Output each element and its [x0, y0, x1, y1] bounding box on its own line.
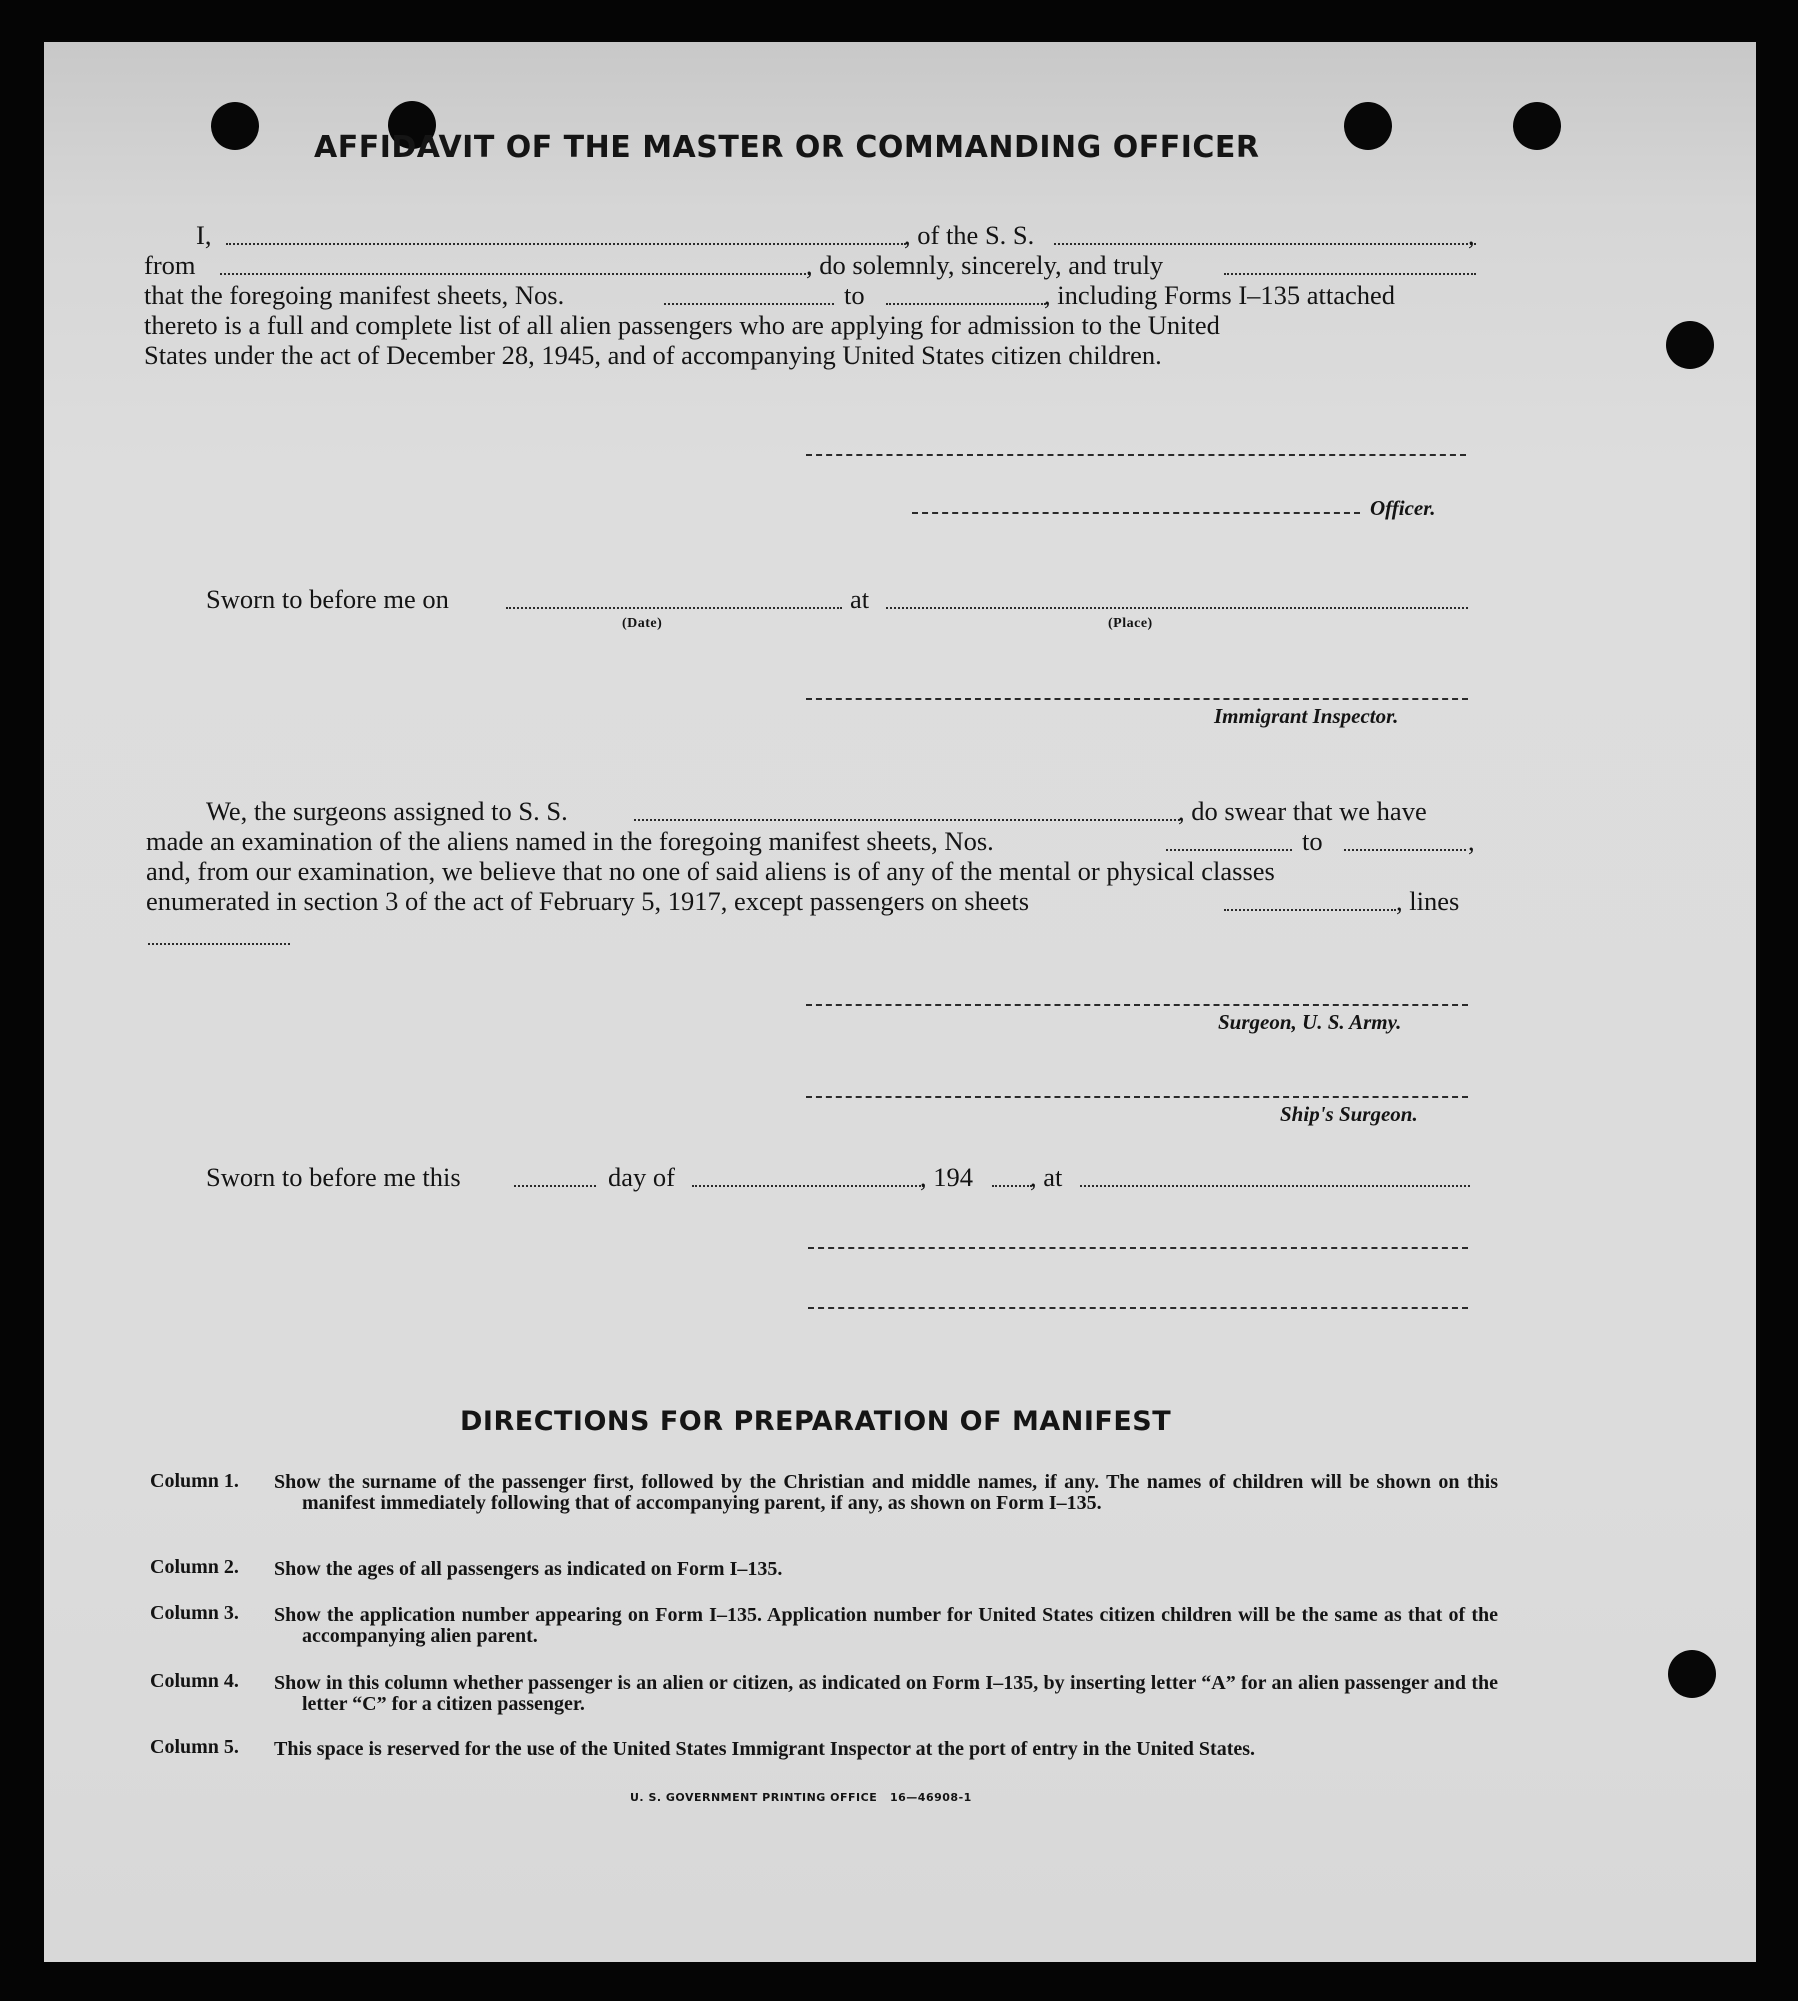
- from-port-field[interactable]: [220, 273, 810, 275]
- direction-label: Column 2.: [150, 1556, 239, 1578]
- master-line5: States under the act of December 28, 1945, and of accompanying United States citizen children.: [144, 340, 1162, 370]
- direction-label: Column 5.: [150, 1736, 239, 1758]
- sworn2-text-b: day of: [608, 1162, 675, 1192]
- direction-label: Column 3.: [150, 1602, 239, 1624]
- surgeons-line4-b: , lines: [1396, 886, 1460, 916]
- sheets-to-field[interactable]: [886, 303, 1046, 305]
- sworn1-text-b: at: [850, 584, 870, 614]
- sworn-month-field[interactable]: [692, 1185, 924, 1187]
- declare-field[interactable]: [1224, 273, 1476, 275]
- officer-signature-line[interactable]: [912, 512, 1360, 514]
- signature-line[interactable]: [806, 454, 1466, 456]
- sworn2-text-a: Sworn to before me this: [206, 1162, 461, 1192]
- master-line2-b: , do solemnly, sincerely, and truly: [806, 250, 1164, 280]
- surgeons-ship-field[interactable]: [634, 819, 1180, 821]
- direction-label: Column 4.: [150, 1670, 239, 1692]
- direction-text: Show in this column whether passenger is an alien or citizen, as indicated on Form I–135, by inserting letter “A” for an alien passenger and the letter “C” for a citizen passenger.: [274, 1672, 1498, 1715]
- master-line1-b: , of the S. S.: [904, 220, 1035, 250]
- surgeons-line1-b: , do swear that we have: [1178, 796, 1427, 826]
- direction-text: Show the application number appearing on Form I–135. Application number for United States citizen children will be the same as that of the accompanying alien parent.: [274, 1604, 1498, 1647]
- sworn-date-field[interactable]: [506, 607, 842, 609]
- sworn1-text-a: Sworn to before me on: [206, 584, 449, 614]
- form-code: 16—46908-1: [890, 1791, 972, 1804]
- surgeons-line3: and, from our examination, we believe that no one of said aliens is of any of the mental or physical classes: [146, 856, 1275, 886]
- army-surgeon-label: Surgeon, U. S. Army.: [1218, 1010, 1402, 1034]
- master-line4: thereto is a full and complete list of all alien passengers who are applying for admission to the United: [144, 310, 1220, 340]
- sworn2-text-d: , at: [1030, 1162, 1063, 1192]
- surgeons-line2-c: ,: [1468, 826, 1475, 856]
- direction-text: Show the ages of all passengers as indicated on Form I–135.: [274, 1558, 783, 1580]
- directions-title: DIRECTIONS FOR PREPARATION OF MANIFEST: [460, 1406, 1172, 1437]
- surgeons-sheets-to-field[interactable]: [1344, 849, 1466, 851]
- army-surgeon-signature-line[interactable]: [806, 1004, 1468, 1006]
- form-sheet: [44, 42, 1756, 1962]
- punch-hole: [1344, 102, 1392, 150]
- surgeons-sheets-from-field[interactable]: [1166, 849, 1292, 851]
- master-name-field[interactable]: [226, 243, 906, 245]
- except-sheets-field[interactable]: [1224, 909, 1396, 911]
- inspector-label: Immigrant Inspector.: [1214, 704, 1399, 728]
- sheets-from-field[interactable]: [664, 303, 834, 305]
- direction-text: Show the surname of the passenger first, followed by the Christian and middle names, if any. The names of children will be shown on this manifest immediately following that of accompanying parent, if any, as shown on Form I–135.: [274, 1471, 1498, 1514]
- master-line3-a: that the foregoing manifest sheets, Nos.: [144, 280, 565, 310]
- page-title: AFFIDAVIT OF THE MASTER OR COMMANDING OFFICER: [314, 130, 1260, 165]
- sworn-place-field[interactable]: [886, 607, 1468, 609]
- master-line3-b: to: [844, 280, 865, 310]
- surgeons-line2-b: to: [1302, 826, 1323, 856]
- lines-field[interactable]: [148, 943, 290, 945]
- surgeons-line2-a: made an examination of the aliens named in the foregoing manifest sheets, Nos.: [146, 826, 994, 856]
- punch-hole: [1666, 321, 1714, 369]
- direction-text: This space is reserved for the use of the United States Immigrant Inspector at the port of entry in the United States.: [274, 1738, 1256, 1760]
- sworn2-text-c: , 194: [920, 1162, 973, 1192]
- punch-hole: [1513, 102, 1561, 150]
- master-line2-a: from: [144, 250, 196, 280]
- signature-line[interactable]: [808, 1247, 1468, 1249]
- direction-label: Column 1.: [150, 1470, 239, 1492]
- ship-surgeon-signature-line[interactable]: [806, 1096, 1468, 1098]
- surgeons-line4-a: enumerated in section 3 of the act of February 5, 1917, except passengers on sheets: [146, 886, 1030, 916]
- master-line1-c: ,: [1468, 220, 1475, 250]
- printing-office-imprint: U. S. GOVERNMENT PRINTING OFFICE: [630, 1791, 878, 1804]
- ship-name-field[interactable]: [1054, 243, 1476, 245]
- inspector-signature-line[interactable]: [806, 698, 1468, 700]
- date-label: (Date): [622, 616, 663, 631]
- sworn-year-field[interactable]: [992, 1185, 1032, 1187]
- punch-hole: [1668, 1650, 1716, 1698]
- master-line1-a: I,: [196, 220, 212, 250]
- sworn-at-field[interactable]: [1080, 1185, 1470, 1187]
- officer-label: Officer.: [1370, 496, 1436, 520]
- signature-line[interactable]: [808, 1307, 1468, 1309]
- surgeons-line1-a: We, the surgeons assigned to S. S.: [206, 796, 568, 826]
- place-label: (Place): [1108, 616, 1153, 631]
- sworn-day-field[interactable]: [514, 1185, 596, 1187]
- master-line3-c: , including Forms I–135 attached: [1044, 280, 1396, 310]
- punch-hole: [211, 102, 259, 150]
- ship-surgeon-label: Ship's Surgeon.: [1280, 1102, 1418, 1126]
